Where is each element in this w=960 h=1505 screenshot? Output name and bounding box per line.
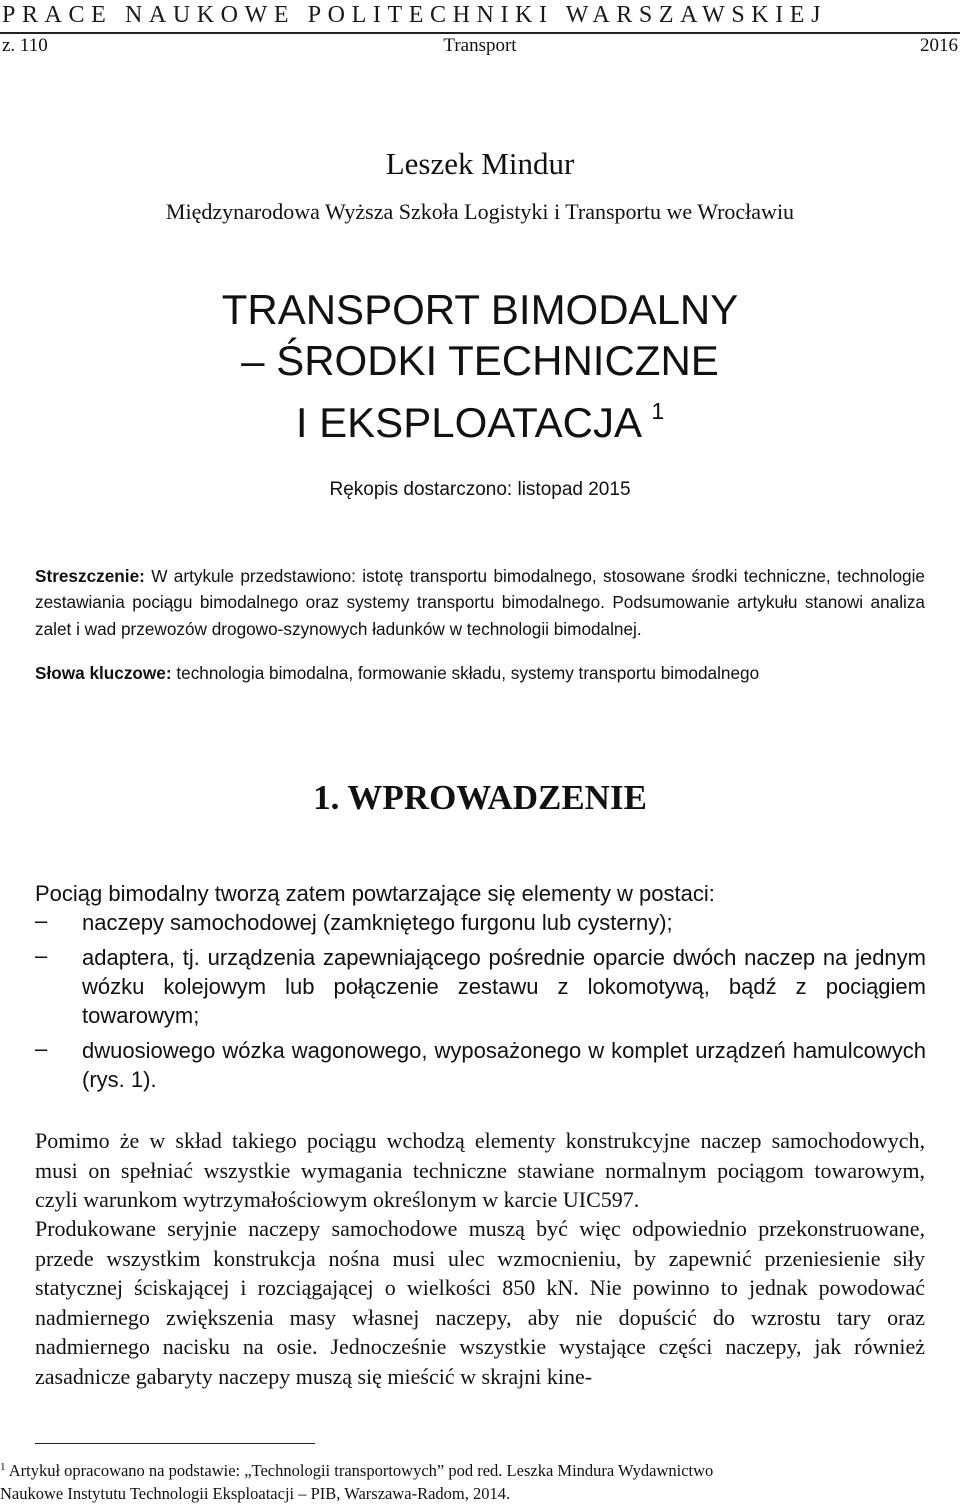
- abstract-label: Streszczenie:: [35, 566, 145, 586]
- list-dash: –: [35, 943, 48, 968]
- abstract: [35, 563, 925, 642]
- footnote: [0, 1456, 960, 1505]
- footnote-rule: [35, 1443, 315, 1444]
- author-affiliation: Międzynarodowa Wyższa Szkoła Logistyki i Transportu we Wrocławiu: [165, 199, 795, 224]
- footnote-line-2: Naukowe Instytutu Technologii Eksploatacji – PIB, Warszawa-Radom, 2014.: [0, 1484, 511, 1503]
- list-dash: –: [35, 1036, 48, 1061]
- volume-number: z. 110: [2, 35, 48, 56]
- paragraph: Produkowane seryjnie naczepy samochodowe muszą być więc odpowiednio przekonstruowane, przede wszystkim konstrukcja nośna musi ulec wzmocnieniu, by zapewnić przeniesienie siły statycznej ściskającej i rozciągającej o wielkości 850 kN. Nie powinno to jednak powodować nadmiernego zwiększenia masy własnej naczepy, aby nie dopuścić do wzrostu tary oraz nadmiernego nacisku na osie. Jednocześnie wszystkie wystające części naczepy, jak również zasadnicze gabaryty naczepy muszą się mieścić w skrajni kine-: [35, 1216, 925, 1389]
- list-dash: –: [35, 908, 48, 933]
- keywords-label: Słowa kluczowe:: [35, 663, 172, 683]
- title-footnote-mark: 1: [651, 398, 665, 424]
- keywords-text: technologia bimodalna, formowanie składu, systemy transportu bimodalnego: [176, 663, 760, 683]
- journal-name: PRACE NAUKOWE POLITECHNIKI WARSZAWSKIEJ: [2, 2, 828, 28]
- list-item: naczepy samochodowej (zamkniętego furgonu lub cysterny);: [82, 910, 673, 935]
- header-rule: [0, 32, 960, 34]
- paragraph: Pomimo że w skład takiego pociągu wchodzą elementy konstrukcyjne naczep samochodowych, musi on spełniać wszystkie wymagania techniczne stawiane normalnym pociągom towarowym, czyli warunkom wytrzymałościowym określonym w karcie UIC597.: [35, 1128, 925, 1212]
- footnote-line-1: [0, 1456, 960, 1482]
- list-item: adaptera, tj. urządzenia zapewniającego pośrednie oparcie dwóch naczep na jednym wózku kolejowym lub połączenie zestawu z lokomotywą, bądź z pociągiem towarowym;: [82, 945, 926, 1028]
- title-line-2: – ŚRODKI TECHNICZNE: [241, 337, 719, 384]
- series-name: Transport: [443, 35, 517, 56]
- publication-year: 2016: [920, 35, 958, 56]
- paper-title: [0, 284, 960, 448]
- title-line-3: [0, 386, 960, 448]
- received-date: Rękopis dostarczono: listopad 2015: [329, 479, 631, 500]
- footnote-text-1: Artykuł opracowano na podstawie: „Technologii transportowych” pod red. Leszka Mindura Wydawnictwo: [8, 1461, 714, 1480]
- footnote-mark: 1: [0, 1461, 6, 1473]
- abstract-text: W artykule przedstawiono: istotę transportu bimodalnego, stosowane środki techniczne, technologie zestawiania pociągu bimodalnego oraz systemy transportu bimodalnego. Podsumowanie artykułu stanowi analiza zalet i wad przewozów drogowo-szynowych ładunków w technologii bimodalnej.: [35, 566, 925, 639]
- keywords: [35, 663, 759, 684]
- section-heading: 1. WPROWADZENIE: [313, 778, 647, 817]
- list-item: dwuosiowego wózka wagonowego, wyposażonego w komplet urządzeń hamulcowych (rys. 1).: [82, 1038, 926, 1092]
- title-line-1: TRANSPORT BIMODALNY: [221, 286, 739, 333]
- title-line-3-text: I EKSPLOATACJA: [295, 399, 640, 446]
- author-name: Leszek Mindur: [385, 146, 575, 181]
- section-intro: Pociąg bimodalny tworzą zatem powtarzające się elementy w postaci:: [35, 881, 715, 906]
